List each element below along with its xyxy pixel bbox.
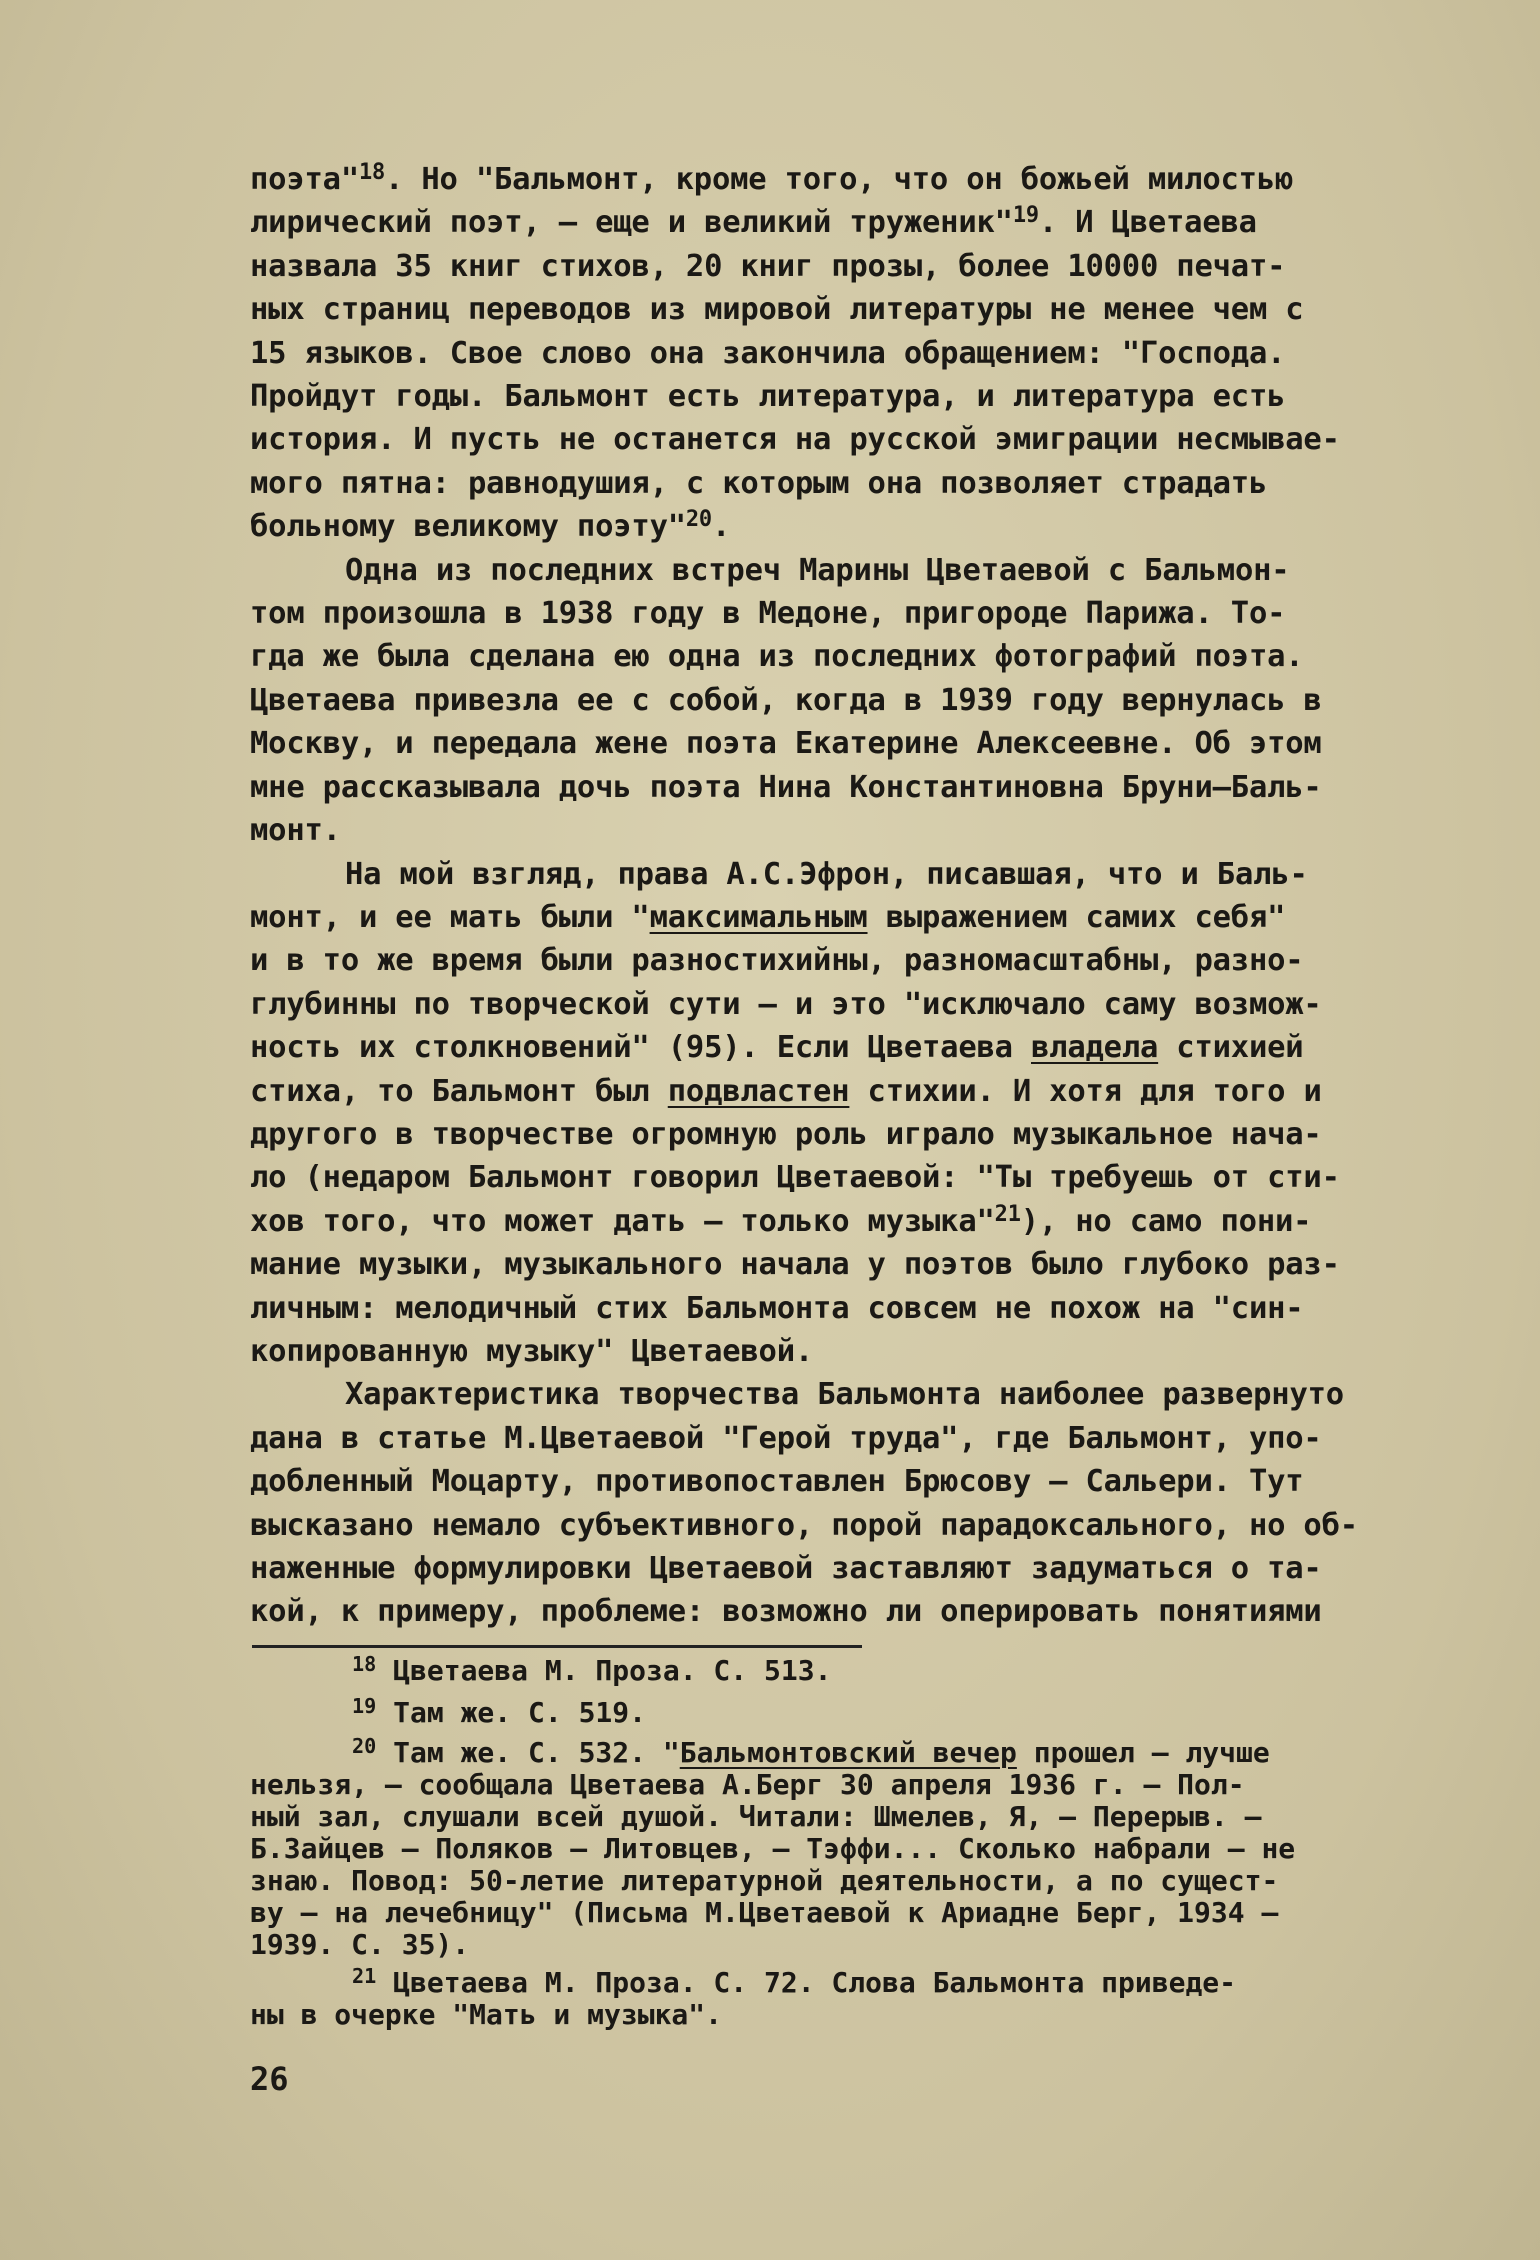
- footnote-18: $^{18}$ Цветаева М. Проза. С. 513.: [352, 1651, 832, 1687]
- paragraph-2: Одна из последних встреч Марины Цветаевой с Бальмон- том произошла в 1938 году в Медоне, пригороде Парижа. То- гда же была сделана ею одна из последних фотографий поэта. Цветаева привезла ее с собой, когда в 1939 году вернулась в Москву, и передала жене поэта Екатерине Алексеевне. Об этом мне рассказывала дочь поэта Нина Константиновна Бруни–Баль- монт.: [250, 552, 1322, 849]
- footnotes: [250, 1653, 1485, 2037]
- footnote-ref-21[interactable]: 21: [994, 1201, 1021, 1227]
- footnote-ref-18[interactable]: 18: [358, 160, 386, 186]
- underlined-word: максимальным: [649, 899, 868, 935]
- underlined-word: подвластен: [667, 1073, 850, 1109]
- footnote-ref-20[interactable]: 20: [685, 507, 712, 533]
- footnote-20: $^{20}$ Там же. С. 532. "Бальмонтовский вечер прошел – лучше нельзя, – сообщала Цветаева А.Берг 30 апреля 1936 г. – Пол- ный зал, слушали всей душой. Читали: Шмелев, Я, – Перерыв. – Б.Зайцев – Поляков – Литовцев, – Тэффи... Сколько набрали – не знаю. Повод: 50-летие литературной деятельности, а по сущест- ву – на лечебницу" (Письма М.Цветаевой к Ариадне Берг, 1934 – 1939. С. 35).: [250, 1733, 1296, 1961]
- footnote-19: $^{19}$ Там же. С. 519.: [352, 1693, 647, 1729]
- paragraph-3: На мой взгляд, права А.С.Эфрон, писавшая, что и Баль- монт, и ее мать были "максимальным выражением самих себя" и в то же время были разностихийны, разномасштабны, разно- глубинны по творческой сути – и это "исключало саму возмож- ность их столкновений" (95). Если Цветаева владела стихией стиха, то Бальмонт был подвластен стихии. И хотя для того и другого в творчестве огромную роль играло музыкальное нача- ло (недаром Бальмонт говорил Цветаевой: "Ты требуешь от сти- хов того, что может дать – только музыка"$^{21}$), но само пони- мание музыки, музыкального начала у поэтов было глубоко раз- личным: мелодичный стих Бальмонта совсем не похож на "син- копированную музыку" Цветаевой.: [250, 856, 1340, 1369]
- paragraph-1: поэта"$^{18}$. Но "Бальмонт, кроме того, что он божьей милостью лирический поэт, – еще и великий труженик"$^{19}$. И Цветаева назвала 35 книг стихов, 20 книг прозы, более 10000 печат- ных страниц переводов из мировой литературы не менее чем с 15 языков. Свое слово она закончила обращением: "Господа. Пройдут годы. Бальмонт есть литература, и литература есть история. И пусть не останется на русской эмиграции несмывае- мого пятна: равнодушия, с которым она позволяет страдать больному великому поэту"$^{20}$.: [250, 160, 1340, 545]
- footnote-ref-19[interactable]: 19: [1012, 203, 1039, 229]
- page-number: 26: [250, 2060, 289, 2098]
- paragraph-4: Характеристика творчества Бальмонта наиболее развернуто дана в статье М.Цветаевой "Герой труда", где Бальмонт, упо- добленный Моцарту, противопоставлен Брюсову – Сальери. Тут высказано немало субъективного, порой парадоксального, но об- наженные формулировки Цветаевой заставляют задуматься о та- кой, к примеру, проблеме: возможно ли оперировать понятиями: [250, 1377, 1358, 1630]
- underlined-word: владела: [1031, 1030, 1159, 1066]
- footnote-divider: [252, 1645, 862, 1648]
- footnote-21: $^{21}$ Цветаева М. Проза. С. 72. Слова Бальмонта приведе- ны в очерке "Мать и музыка".: [250, 1963, 1237, 2031]
- main-text: [250, 158, 1480, 1634]
